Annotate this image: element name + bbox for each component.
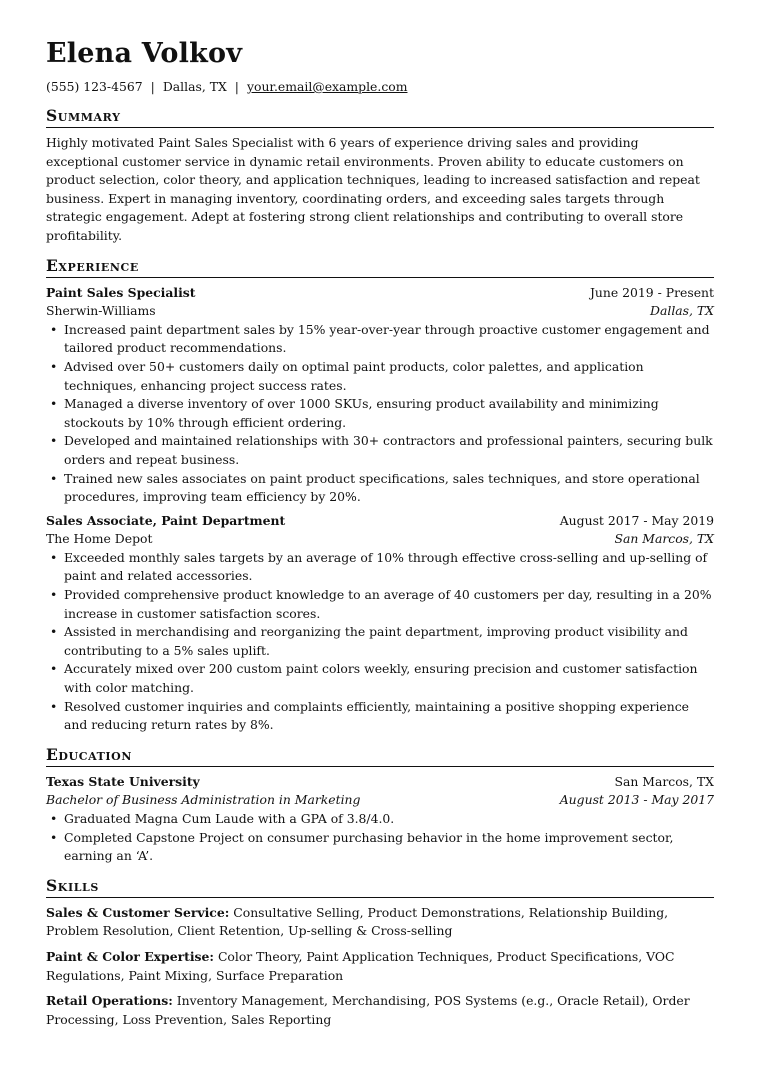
achievement-item: • Developed and maintained relationships with 30+ contractors and professional painters, securing bulk orders and repeat business. — [46, 432, 714, 469]
contact-separator: | — [234, 79, 239, 94]
skill-items: Color Theory, Paint Application Techniques, Product Specifications, VOC Regulations, Paint Mixing, Surface Preparation — [46, 948, 675, 983]
job-title: Sales Associate, Paint Department — [46, 512, 286, 528]
education-section — [46, 745, 714, 866]
achievement-item: • Accurately mixed over 200 custom paint colors weekly, ensuring precision and customer satisfaction with color matching. — [46, 660, 714, 697]
education-heading: Education — [46, 745, 714, 767]
education-dates: August 2013 - May 2017 — [559, 792, 714, 808]
skill-category: Retail Operations: — [46, 993, 173, 1009]
skills-heading: Skills — [46, 876, 714, 898]
achievement-item: • Assisted in merchandising and reorganizing the paint department, improving product visibility and contributing to a 5% sales uplift. — [46, 623, 714, 660]
candidate-name: Elena Volkov — [46, 38, 243, 69]
education-entry — [46, 773, 714, 866]
experience-entry — [46, 512, 714, 735]
achievement-list — [46, 321, 714, 507]
contact-line — [46, 78, 714, 96]
experience-heading: Experience — [46, 256, 714, 278]
job-title: Paint Sales Specialist — [46, 284, 196, 300]
skill-category: Sales & Customer Service: — [46, 904, 230, 920]
summary-heading: Summary — [46, 106, 714, 128]
achievement-item: • Provided comprehensive product knowledge to an average of 40 customers per day, resulting in a 20% increase in customer satisfaction scores. — [46, 586, 714, 623]
skill-group — [46, 904, 714, 941]
company-name: The Home Depot — [46, 531, 153, 547]
achievement-item: • Managed a diverse inventory of over 1000 SKUs, ensuring product availability and minimizing stockouts by 10% through efficient ordering. — [46, 395, 714, 432]
skill-items: Consultative Selling, Product Demonstrations, Relationship Building, Problem Resolution, Client Retention, Up-selling & Cross-selling — [46, 904, 669, 939]
education-details-list — [46, 810, 714, 866]
degree-name: Bachelor of Business Administration in Marketing — [46, 792, 361, 808]
experience-entry — [46, 284, 714, 507]
achievement-item: • Exceeded monthly sales targets by an average of 10% through effective cross-selling and up-selling of paint and related accessories. — [46, 549, 714, 586]
skills-section — [46, 876, 714, 1030]
contact-separator: | — [150, 79, 155, 94]
phone-number: (555) 123-4567 — [46, 79, 143, 94]
summary-section — [46, 106, 714, 246]
achievement-item: • Increased paint department sales by 15% year-over-year through proactive customer engagement and tailored product recommendations. — [46, 321, 714, 358]
skill-group — [46, 948, 714, 985]
achievement-item: • Advised over 50+ customers daily on optimal paint products, color palettes, and application techniques, enhancing project success rates. — [46, 358, 714, 395]
summary-text: Highly motivated Paint Sales Specialist with 6 years of experience driving sales and providing exceptional customer service in dynamic retail environments. Proven ability to educate customers on product selection, color theory, and application techniques, leading to increased satisfaction and repeat business. Expert in managing inventory, coordinating orders, and exceeding sales targets through strategic engagement. Adept at fostering strong client relationships and contributing to overall store profitability. — [46, 135, 700, 243]
school-location: San Marcos, TX — [614, 773, 714, 789]
school-name: Texas State University — [46, 773, 200, 789]
skill-group — [46, 992, 714, 1029]
resume-header — [46, 38, 714, 96]
job-dates: June 2019 - Present — [589, 284, 714, 300]
achievement-item: • Resolved customer inquiries and complaints efficiently, maintaining a positive shopping experience and reducing return rates by 8%. — [46, 698, 714, 735]
location-text: Dallas, TX — [162, 79, 227, 94]
achievement-item: • Trained new sales associates on paint product specifications, sales techniques, and store operational procedures, improving team efficiency by 20%. — [46, 470, 714, 507]
company-name: Sherwin-Williams — [46, 303, 156, 319]
job-location: San Marcos, TX — [614, 531, 714, 547]
skill-items: Inventory Management, Merchandising, POS Systems (e.g., Oracle Retail), Order Processing, Loss Prevention, Sales Reporting — [46, 993, 690, 1027]
education-detail-item: • Completed Capstone Project on consumer purchasing behavior in the home improvement sector, earning an ‘A’. — [46, 829, 714, 866]
education-detail-item: • Graduated Magna Cum Laude with a GPA of 3.8/4.0. — [46, 810, 714, 829]
job-location: Dallas, TX — [650, 303, 714, 319]
job-dates: August 2017 - May 2019 — [559, 512, 714, 528]
email-link[interactable]: your.email@example.com — [246, 79, 408, 94]
experience-section — [46, 256, 714, 735]
achievement-list — [46, 549, 714, 735]
skill-category: Paint & Color Expertise: — [46, 948, 214, 964]
